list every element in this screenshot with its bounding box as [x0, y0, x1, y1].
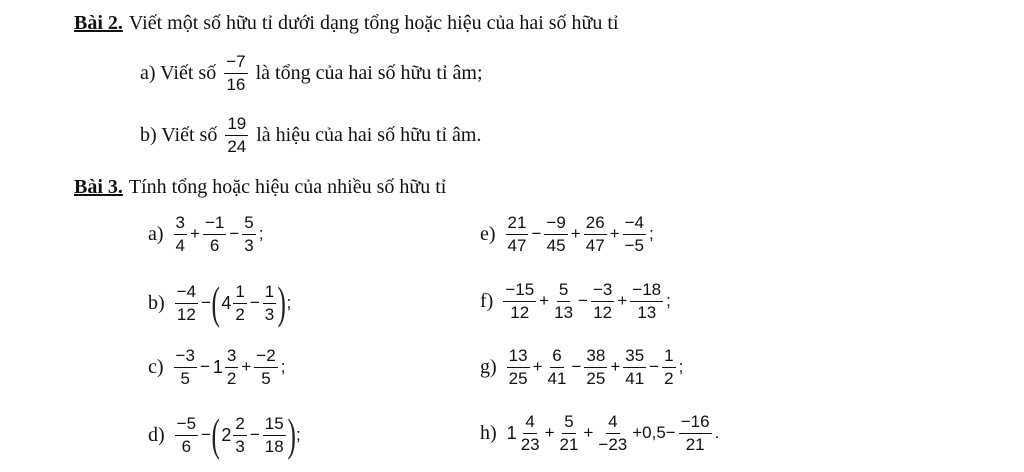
bai3-item-g	[480, 346, 684, 388]
numerator: 26	[584, 213, 607, 235]
item-label: b)	[148, 291, 165, 314]
numerator: 5	[242, 213, 255, 235]
numerator: 19	[225, 114, 248, 136]
bai3-text: Tính tổng hoặc hiệu của nhiều số hữu tỉ	[128, 176, 447, 198]
bai2-item-a	[140, 52, 483, 94]
operator: +	[609, 224, 620, 244]
denominator: 47	[507, 235, 527, 255]
operator: −	[249, 293, 260, 312]
fraction	[203, 213, 226, 255]
bai3-item-f	[480, 280, 672, 322]
numerator: −4	[623, 213, 646, 235]
end-punct: ;	[648, 224, 654, 244]
numerator: 3	[225, 346, 238, 368]
end-punct: ;	[280, 357, 286, 377]
denominator: 21	[559, 434, 579, 454]
operator: +	[583, 423, 594, 443]
bai3-item-b	[148, 277, 292, 328]
numerator: 15	[263, 414, 286, 436]
denominator: 2	[664, 368, 674, 388]
fraction	[519, 412, 542, 454]
denominator: 41	[547, 368, 567, 388]
denominator: 12	[510, 302, 530, 322]
fraction	[662, 346, 675, 388]
numerator: 1	[662, 346, 675, 368]
end-punct: ;	[678, 357, 684, 377]
numerator: −5	[175, 414, 198, 436]
numerator: 13	[507, 346, 530, 368]
bai2-heading: Bài 2.	[74, 12, 123, 34]
denominator: 12	[593, 302, 613, 322]
fraction	[174, 346, 197, 388]
fraction	[584, 213, 607, 255]
right-paren: )	[287, 409, 296, 460]
whole-part: 1	[212, 356, 223, 377]
fraction	[630, 280, 663, 322]
fraction	[263, 414, 286, 456]
denominator: 2	[235, 304, 245, 324]
bai3-heading: Bài 3.	[74, 176, 123, 198]
denominator: 21	[685, 434, 705, 454]
denominator: 12	[176, 304, 196, 324]
bai3-item-e	[480, 213, 655, 255]
fraction	[175, 414, 198, 456]
fraction	[233, 414, 246, 456]
numerator: 35	[623, 346, 646, 368]
item-label: e)	[480, 222, 496, 245]
denominator: 13	[554, 302, 574, 322]
fraction	[591, 280, 614, 322]
bai2-b-rest: là hiệu của hai số hữu tỉ âm.	[256, 123, 482, 146]
fraction	[558, 412, 581, 454]
denominator: 25	[586, 368, 606, 388]
fraction	[584, 346, 607, 388]
fraction	[623, 213, 646, 255]
fraction	[623, 346, 646, 388]
operator: +	[532, 357, 543, 377]
denominator: 5	[261, 368, 271, 388]
denominator: 6	[209, 235, 220, 255]
denominator: 4	[175, 235, 186, 255]
fraction	[224, 52, 247, 94]
denominator: −23	[598, 434, 628, 454]
operator: +	[539, 291, 550, 311]
fraction	[225, 114, 248, 156]
fraction	[174, 213, 187, 255]
item-label: f)	[480, 289, 494, 312]
numerator: −15	[503, 280, 536, 302]
operator: −	[531, 224, 542, 244]
numerator: −3	[174, 346, 197, 368]
fraction	[596, 412, 629, 454]
operator: −	[578, 291, 588, 311]
fraction	[552, 280, 575, 322]
bai2-a-rest: là tổng của hai số hữu tỉ âm;	[255, 61, 483, 84]
bai2-heading-line	[74, 12, 619, 35]
bai3-item-d	[148, 409, 302, 460]
denominator: 3	[235, 436, 245, 456]
denominator: 47	[585, 235, 605, 255]
fraction	[546, 346, 569, 388]
end-punct: ;	[296, 425, 301, 444]
numerator: 4	[606, 412, 619, 434]
operator: −	[229, 224, 240, 244]
fraction	[254, 346, 277, 388]
item-label: h)	[480, 421, 497, 444]
numerator: 1	[233, 282, 246, 304]
operator: +	[544, 423, 555, 443]
item-label: g)	[480, 355, 497, 378]
denominator: 16	[226, 74, 246, 94]
bai3-item-a	[148, 213, 264, 255]
whole-part: 1	[506, 422, 517, 443]
fraction	[263, 282, 276, 324]
operator: −	[249, 425, 260, 444]
fraction	[233, 282, 246, 324]
fraction	[225, 346, 238, 388]
bai2-item-b	[140, 114, 481, 156]
numerator: 3	[174, 213, 187, 235]
operator: −	[201, 425, 211, 444]
numerator: 4	[523, 412, 536, 434]
item-label: a)	[148, 222, 164, 245]
numerator: 5	[562, 412, 575, 434]
denominator: 25	[508, 368, 528, 388]
item-label: d)	[148, 423, 165, 446]
end-punct: ;	[258, 224, 264, 244]
end-punct: ;	[286, 293, 292, 312]
operator: +	[617, 291, 628, 311]
operator: +	[610, 357, 621, 377]
left-paren: (	[211, 277, 220, 328]
numerator: −7	[224, 52, 247, 74]
numerator: 21	[506, 213, 529, 235]
denominator: 5	[180, 368, 190, 388]
operator: −	[199, 357, 210, 377]
denominator: 41	[625, 368, 645, 388]
numerator: −16	[679, 412, 712, 434]
bai3-item-c	[148, 346, 286, 388]
left-paren: (	[211, 409, 220, 460]
numerator: 5	[557, 280, 570, 302]
operator: +	[190, 224, 200, 244]
denominator: 3	[244, 235, 254, 255]
numerator: −18	[630, 280, 663, 302]
denominator: 18	[264, 436, 284, 456]
numerator: 2	[233, 414, 246, 436]
end-punct: .	[714, 423, 720, 443]
denominator: 45	[546, 235, 566, 255]
numerator: −9	[544, 213, 567, 235]
bai3-heading-line	[74, 176, 446, 199]
fraction	[507, 346, 530, 388]
denominator: 6	[181, 436, 192, 456]
numerator: −4	[175, 282, 198, 304]
operator: −	[649, 357, 660, 377]
denominator: 2	[226, 368, 237, 388]
denominator: 24	[227, 136, 247, 156]
fraction	[679, 412, 712, 454]
fraction	[544, 213, 567, 255]
denominator: −5	[624, 235, 644, 255]
denominator: 3	[264, 304, 275, 324]
fraction	[503, 280, 536, 322]
denominator: 23	[520, 434, 540, 454]
end-punct: ;	[666, 291, 671, 311]
numerator: 6	[550, 346, 563, 368]
bai2-b-label: b) Viết số	[140, 123, 218, 146]
fraction	[506, 213, 529, 255]
fraction	[175, 282, 198, 324]
bai2-a-label: a) Viết số	[140, 61, 217, 84]
denominator: 13	[637, 302, 657, 322]
numerator: −2	[254, 346, 277, 368]
numerator: −3	[591, 280, 614, 302]
whole-part: 2	[221, 424, 232, 445]
operator: +	[241, 357, 252, 377]
fraction	[242, 213, 255, 255]
bai2-text: Viết một số hữu tỉ dưới dạng tổng hoặc hiệu của hai số hữu tỉ	[128, 12, 619, 34]
numerator: −1	[203, 213, 226, 235]
operator: −	[571, 357, 582, 377]
item-label: c)	[148, 355, 164, 378]
operator: +	[570, 224, 581, 244]
operator: +0,5−	[632, 423, 676, 443]
whole-part: 4	[221, 292, 232, 313]
numerator: 38	[584, 346, 607, 368]
right-paren: )	[277, 277, 287, 328]
bai3-item-h	[480, 412, 720, 454]
numerator: 1	[263, 282, 276, 304]
operator: −	[201, 293, 211, 312]
